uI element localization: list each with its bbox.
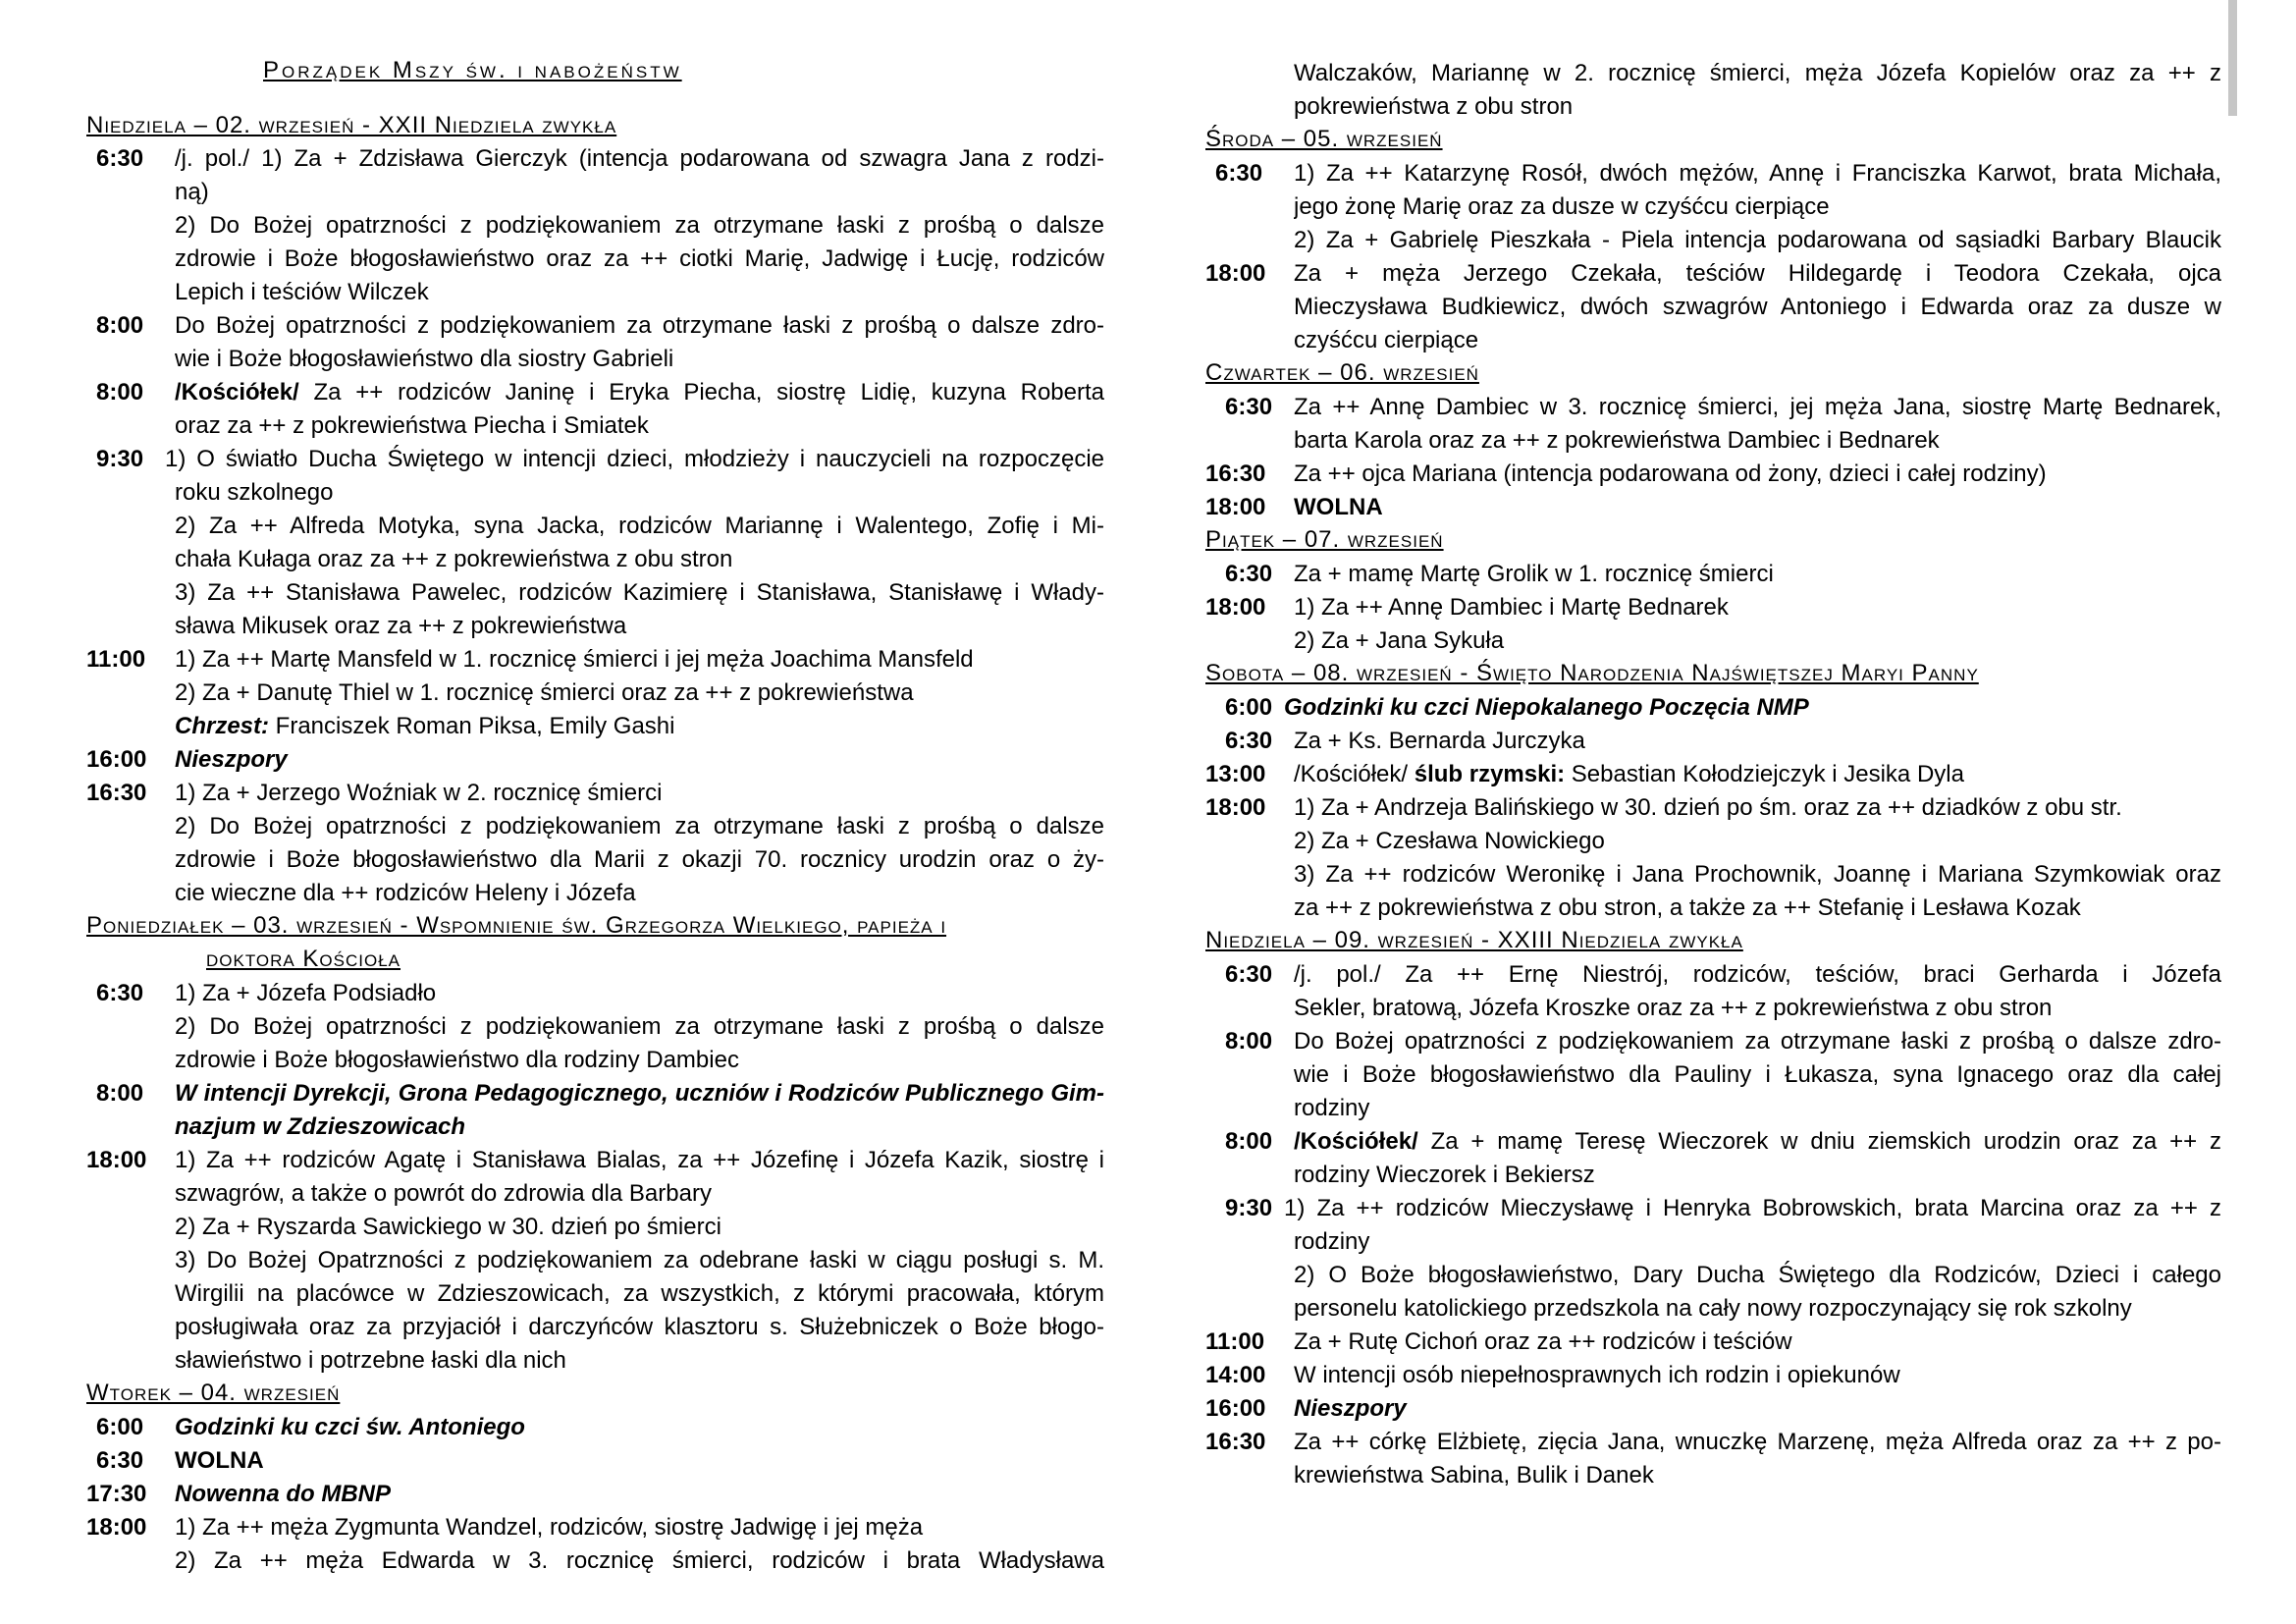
mass-entry [1205,157,2221,190]
intention-text: Za + Ks. Bernarda Jurczyka [1294,728,1585,754]
intention-text: zdrowie i Boże błogosławieństwo oraz za ++ ciotki Marię, Jadwigę i Łucję, rodziców [175,245,1104,272]
mass-entry-continuation [1205,224,2221,257]
mass-time: 6:30 [1225,961,1273,988]
mass-time: 6:30 [1225,728,1273,754]
mass-entry [1205,1359,2221,1392]
mass-entry [1205,458,2221,491]
mass-entry-continuation [86,1277,1104,1311]
intention-text: 2) Do Bożej opatrzności z podziękowaniem za otrzymane łaski z prośbą o dalsze [175,1013,1104,1040]
mass-entry-continuation [86,209,1104,243]
mass-entry [1205,257,2221,291]
mass-entry [86,1444,1104,1478]
intention-text: Za + Rutę Cichoń oraz za ++ rodziców i teściów [1294,1328,1792,1355]
mass-entry-continuation [1205,324,2221,357]
mass-entry [1205,1025,2221,1058]
intention-text: szwagrów, a także o powrót do zdrowia dla Barbary [175,1180,712,1207]
intention-text: 2) Za + Ryszarda Sawickiego w 30. dzień po śmierci [175,1214,721,1240]
intention-text: 1) Za + Jerzego Woźniak w 2. rocznicę śmierci [175,780,663,806]
intention-text: roku szkolnego [175,479,334,506]
intention-text: chała Kułaga oraz za ++ z pokrewieństwa z obu stron [175,546,733,572]
mass-entry [1205,558,2221,591]
mass-entry-continuation [86,1311,1104,1344]
intention-text: wie i Boże błogosławieństwo dla Pauliny i Łukasza, syna Ignacego oraz dla całej [1294,1061,2221,1088]
mass-entry-continuation [86,1344,1104,1378]
mass-time: 16:30 [1205,460,1266,487]
intention-text: 2) Za + Jana Sykuła [1294,627,1505,654]
mass-entry [86,1478,1104,1511]
mass-entry-continuation [86,877,1104,910]
intention-text: 1) Za ++ Martę Mansfeld w 1. rocznicę śmierci i jej męża Joachima Mansfeld [175,646,974,673]
mass-entry-continuation [86,1211,1104,1244]
mass-entry-continuation [1205,291,2221,324]
mass-entry [86,743,1104,777]
mass-time: 11:00 [1205,1328,1265,1355]
mass-time: 8:00 [1225,1028,1273,1055]
mass-time: 6:30 [1215,160,1263,187]
mass-entry-continuation [1205,892,2221,925]
intention-text: rodziny Wieczorek i Bekiersz [1294,1162,1595,1188]
mass-entry-continuation [1205,190,2221,224]
mass-entry-continuation [1205,1459,2221,1492]
mass-time: 16:30 [86,780,147,806]
mass-time: 18:00 [1205,594,1266,621]
mass-time: 14:00 [1205,1362,1266,1388]
mass-entry [86,309,1104,343]
mass-entry [86,777,1104,810]
day-header: Wtorek – 04. wrzesień [86,1380,341,1406]
intention-text: Mieczysława Budkiewicz, dwóch szwagrów Antoniego i Edwarda oraz za dusze w [1294,294,2221,320]
intention-text: Za + mamę Martę Grolik w 1. rocznicę śmierci [1294,561,1774,587]
mass-entry [1205,791,2221,825]
intention-text: Za ++ ojca Mariana (intencja podarowana od żony, dzieci i całej rodziny) [1294,460,2047,487]
mass-entry [86,443,1104,476]
mass-entry-continuation [1205,1259,2221,1292]
intention-text: /j. pol./ 1) Za + Zdzisława Gierczyk (intencja podarowana od szwagra Jana z rodzi- [175,145,1104,172]
mass-time: 6:00 [96,1414,144,1440]
mass-entry-continuation [86,276,1104,309]
mass-entry-continuation [1205,1225,2221,1259]
intention-text: Do Bożej opatrzności z podziękowaniem za otrzymane łaski z prośbą o dalsze zdro- [1294,1028,2221,1055]
mass-entry-continuation [1205,858,2221,892]
intention-text: 2) Za + Czesława Nowickiego [1294,828,1605,854]
intention-text: za ++ z pokrewieństwa z obu stron, a także za ++ Stefanię i Lesława Kozak [1294,894,2081,921]
mass-time: 16:00 [1205,1395,1266,1422]
intention-text: krewieństwa Sabina, Bulik i Danek [1294,1462,1654,1489]
intention-text: Do Bożej opatrzności z podziękowaniem za otrzymane łaski z prośbą o dalsze zdro- [175,312,1104,339]
intention-text: cie wieczne dla ++ rodziców Heleny i Józefa [175,880,636,906]
intention-text: pokrewieństwa z obu stron [1294,93,1574,120]
intention-text: 2) Do Bożej opatrzności z podziękowaniem za otrzymane łaski z prośbą o dalsze [175,212,1104,239]
mass-entry [1205,591,2221,624]
mass-entry-continuation [86,1044,1104,1077]
mass-entry-continuation [86,409,1104,443]
mass-entry [86,977,1104,1010]
mass-entry [1205,491,2221,524]
mass-entry-continuation [86,610,1104,643]
intention-text: zdrowie i Boże błogosławieństwo dla rodziny Dambiec [175,1047,739,1073]
intention-text: rodziny [1294,1228,1370,1255]
mass-time: 9:30 [1225,1195,1273,1221]
mass-time: 6:30 [96,145,144,172]
mass-entry-continuation [86,576,1104,610]
mass-time: 9:30 [96,446,144,472]
mass-time: 18:00 [86,1514,147,1541]
intention-text: Za + męża Jerzego Czekała, teściów Hildegardę i Teodora Czekała, ojca [1294,260,2221,287]
intention-text: personelu katolickiego przedszkola na cały nowy rozpoczynający się rok szkolny [1294,1295,2132,1322]
intention-text: Nowenna do MBNP [175,1481,391,1507]
mass-entry [86,142,1104,176]
mass-entry [86,1077,1104,1110]
intention-text: 1) Za ++ rodziców Mieczysławę i Henryka Bobrowskich, brata Marcina oraz za ++ z [1284,1195,2221,1221]
mass-time: 18:00 [1205,494,1266,520]
intention-text: sławieństwo i potrzebne łaski dla nich [175,1347,566,1374]
mass-entry-continuation [86,176,1104,209]
mass-time: 8:00 [96,379,144,406]
mass-entry-continuation [1205,1092,2221,1125]
mass-entry [86,1144,1104,1177]
mass-entry [86,1511,1104,1544]
intention-text: 1) Za ++ męża Zygmunta Wandzel, rodziców, siostrę Jadwigę i jej męża [175,1514,924,1541]
mass-entry-continuation [86,1244,1104,1277]
intention-text: oraz za ++ z pokrewieństwa Piecha i Smiatek [175,412,649,439]
day-header: Środa – 05. wrzesień [1205,126,1443,152]
day-header: Czwartek – 06. wrzesień [1205,359,1479,386]
intention-text: posługiwała oraz za przyjaciół i darczyńców klasztoru s. Służebniczek o Boże błogo- [175,1314,1104,1340]
intention-text: /j. pol./ Za ++ Ernę Niestrój, rodziców, teściów, braci Gerharda i Józefa [1294,961,2221,988]
day-header: Piątek – 07. wrzesień [1205,526,1444,553]
page-title: Porządek Mszy św. i nabożeństw [263,57,682,83]
intention-text: Godzinki ku czci Niepokalanego Poczęcia NMP [1284,694,1809,721]
mass-entry [1205,1125,2221,1159]
intention-text: 2) Za + Danutę Thiel w 1. rocznicę śmierci oraz za ++ z pokrewieństwa [175,679,914,706]
mass-entry [1205,1326,2221,1359]
mass-entry [1205,1426,2221,1459]
mass-time: 8:00 [96,1080,144,1107]
intention-text: rodziny [1294,1095,1370,1121]
intention-text: sława Mikusek oraz za ++ z pokrewieństwa [175,613,627,639]
mass-time: 6:30 [1225,561,1273,587]
intention-text: Nieszpory [1294,1395,1407,1422]
mass-entry [1205,958,2221,992]
mass-entry [86,1411,1104,1444]
mass-time: 6:00 [1225,694,1273,721]
intention-text: WOLNA [1294,494,1383,520]
mass-entry-continuation [86,843,1104,877]
day-header: doktora Kościoła [206,946,401,972]
mass-entry-continuation [1205,1292,2221,1326]
mass-time: 16:30 [1205,1429,1266,1455]
mass-entry-continuation [1205,90,2221,124]
mass-entry-continuation [1205,57,2221,90]
intention-text: 2) Za + Gabrielę Pieszkała - Piela intencja podarowana od sąsiadki Barbary Blaucik [1294,227,2221,253]
intention-text: Wirgilii na placówce w Zdzieszowicach, za wszystkich, z którymi pracowała, którym [175,1280,1104,1307]
mass-entry-continuation [86,1110,1104,1144]
day-header: Sobota – 08. wrzesień - Święto Narodzenia Najświętszej Maryi Panny [1205,660,1979,686]
mass-entry-continuation [86,810,1104,843]
intention-text: 3) Do Bożej Opatrzności z podziękowaniem za odebrane łaski w ciągu posługi s. M. [175,1247,1104,1273]
mass-entry-continuation [1205,1058,2221,1092]
intention-text: 2) Do Bożej opatrzności z podziękowaniem za otrzymane łaski z prośbą o dalsze [175,813,1104,839]
mass-time: 18:00 [86,1147,147,1173]
mass-time: 6:30 [1225,394,1273,420]
mass-entry [86,376,1104,409]
intention-text: 3) Za ++ Stanisława Pawelec, rodziców Kazimierę i Stanisława, Stanisławę i Włady- [175,579,1104,606]
mass-entry [1205,691,2221,725]
mass-time: 6:30 [96,980,144,1006]
intention-text: 1) Za ++ Annę Dambiec i Martę Bednarek [1294,594,1729,621]
mass-entry-continuation [86,710,1104,743]
intention-text: czyśćcu cierpiące [1294,327,1479,353]
mass-time: 13:00 [1205,761,1266,787]
intention-text: Za ++ Annę Dambiec w 3. rocznicę śmierci, jej męża Jana, siostrę Martę Bednarek, [1294,394,2221,420]
mass-entry-continuation [1205,1159,2221,1192]
intention-text: W intencji osób niepełnosprawnych ich rodzin i opiekunów [1294,1362,1900,1388]
mass-time: 6:30 [96,1447,144,1474]
mass-entry-continuation [1205,624,2221,658]
intention-text: 2) Za ++ Alfreda Motyka, syna Jacka, rodziców Mariannę i Walentego, Zofię i Mi- [175,513,1104,539]
intention-text: WOLNA [175,1447,264,1474]
mass-entry-continuation [86,543,1104,576]
mass-entry-continuation [86,1544,1104,1578]
intention-text: /Kościółek/ Za + mamę Teresę Wieczorek w dniu ziemskich urodzin oraz za ++ z [1294,1128,2221,1155]
mass-entry [1205,391,2221,424]
mass-entry [1205,1392,2221,1426]
day-header: Poniedziałek – 03. wrzesień - Wspomnienie św. Grzegorza Wielkiego, papieża i [86,912,947,939]
intention-text: 2) Za ++ męża Edwarda w 3. rocznicę śmierci, rodziców i brata Władysława [175,1547,1104,1574]
scrollbar-thumb[interactable] [2228,0,2237,116]
mass-time: 17:30 [86,1481,147,1507]
mass-time: 18:00 [1205,260,1266,287]
mass-time: 16:00 [86,746,147,773]
day-header: Niedziela – 02. wrzesień - XXII Niedziela zwykła [86,112,617,138]
intention-text: 1) O światło Ducha Świętego w intencji dzieci, młodzieży i nauczycieli na rozpoczęcie [165,446,1104,472]
mass-entry [1205,1192,2221,1225]
mass-entry-continuation [86,243,1104,276]
intention-text: 3) Za ++ rodziców Weronikę i Jana Prochownik, Joannę i Mariana Szymkowiak oraz [1294,861,2221,888]
mass-entry [1205,758,2221,791]
mass-entry [86,643,1104,677]
mass-entry-continuation [86,343,1104,376]
mass-time: 8:00 [96,312,144,339]
mass-entry-continuation [86,1177,1104,1211]
intention-text: 1) Za ++ rodziców Agatę i Stanisława Bialas, za ++ Józefinę i Józefa Kazik, siostrę i [175,1147,1104,1173]
mass-entry-continuation [86,1010,1104,1044]
intention-text: 2) O Boże błogosławieństwo, Dary Ducha Świętego dla Rodziców, Dzieci i całego [1294,1262,2221,1288]
mass-entry-continuation [86,476,1104,510]
intention-text: wie i Boże błogosławieństwo dla siostry Gabrieli [175,346,674,372]
mass-time: 18:00 [1205,794,1266,821]
mass-entry-continuation [86,677,1104,710]
intention-text: barta Karola oraz za ++ z pokrewieństwa Dambiec i Bednarek [1294,427,1940,454]
intention-text: Walczaków, Mariannę w 2. rocznicę śmierci, męża Józefa Kopielów oraz za ++ z [1294,60,2221,86]
mass-entry-continuation [86,510,1104,543]
mass-time: 8:00 [1225,1128,1273,1155]
intention-text: 1) Za + Józefa Podsiadło [175,980,437,1006]
intention-text: jego żonę Marię oraz za dusze w czyśćcu cierpiące [1294,193,1830,220]
intention-text: Godzinki ku czci św. Antoniego [175,1414,525,1440]
intention-text: ną) [175,179,209,205]
intention-text: Chrzest: Franciszek Roman Piksa, Emily Gashi [175,713,675,739]
intention-text: /Kościółek/ Za ++ rodziców Janinę i Eryka Piecha, siostrę Lidię, kuzyna Roberta [175,379,1104,406]
intention-text: Lepich i teściów Wilczek [175,279,429,305]
intention-text: W intencji Dyrekcji, Grona Pedagogicznego, uczniów i Rodziców Publicznego Gim- [175,1080,1104,1107]
intention-text: nazjum w Zdzieszowicach [175,1113,466,1140]
mass-entry-continuation [1205,825,2221,858]
mass-entry-continuation [1205,424,2221,458]
intention-text: zdrowie i Boże błogosławieństwo dla Marii z okazji 70. rocznicy urodzin oraz o ży- [175,846,1104,873]
mass-entry [1205,725,2221,758]
intention-text: /Kościółek/ ślub rzymski: Sebastian Kołodziejczyk i Jesika Dyla [1294,761,1964,787]
intention-text: Za ++ córkę Elżbietę, zięcia Jana, wnuczkę Marzenę, męża Alfreda oraz za ++ z po- [1294,1429,2221,1455]
day-header: Niedziela – 09. wrzesień - XXIII Niedziela zwykła [1205,927,1743,953]
intention-text: Sekler, bratową, Józefa Kroszke oraz za ++ z pokrewieństwa z obu stron [1294,995,2053,1021]
mass-entry-continuation [1205,992,2221,1025]
mass-time: 11:00 [86,646,146,673]
intention-text: 1) Za + Andrzeja Balińskiego w 30. dzień po śm. oraz za ++ dziadków z obu str. [1294,794,2122,821]
intention-text: Nieszpory [175,746,288,773]
intention-text: 1) Za ++ Katarzynę Rosół, dwóch mężów, Annę i Franciszka Karwot, brata Michała, [1294,160,2221,187]
